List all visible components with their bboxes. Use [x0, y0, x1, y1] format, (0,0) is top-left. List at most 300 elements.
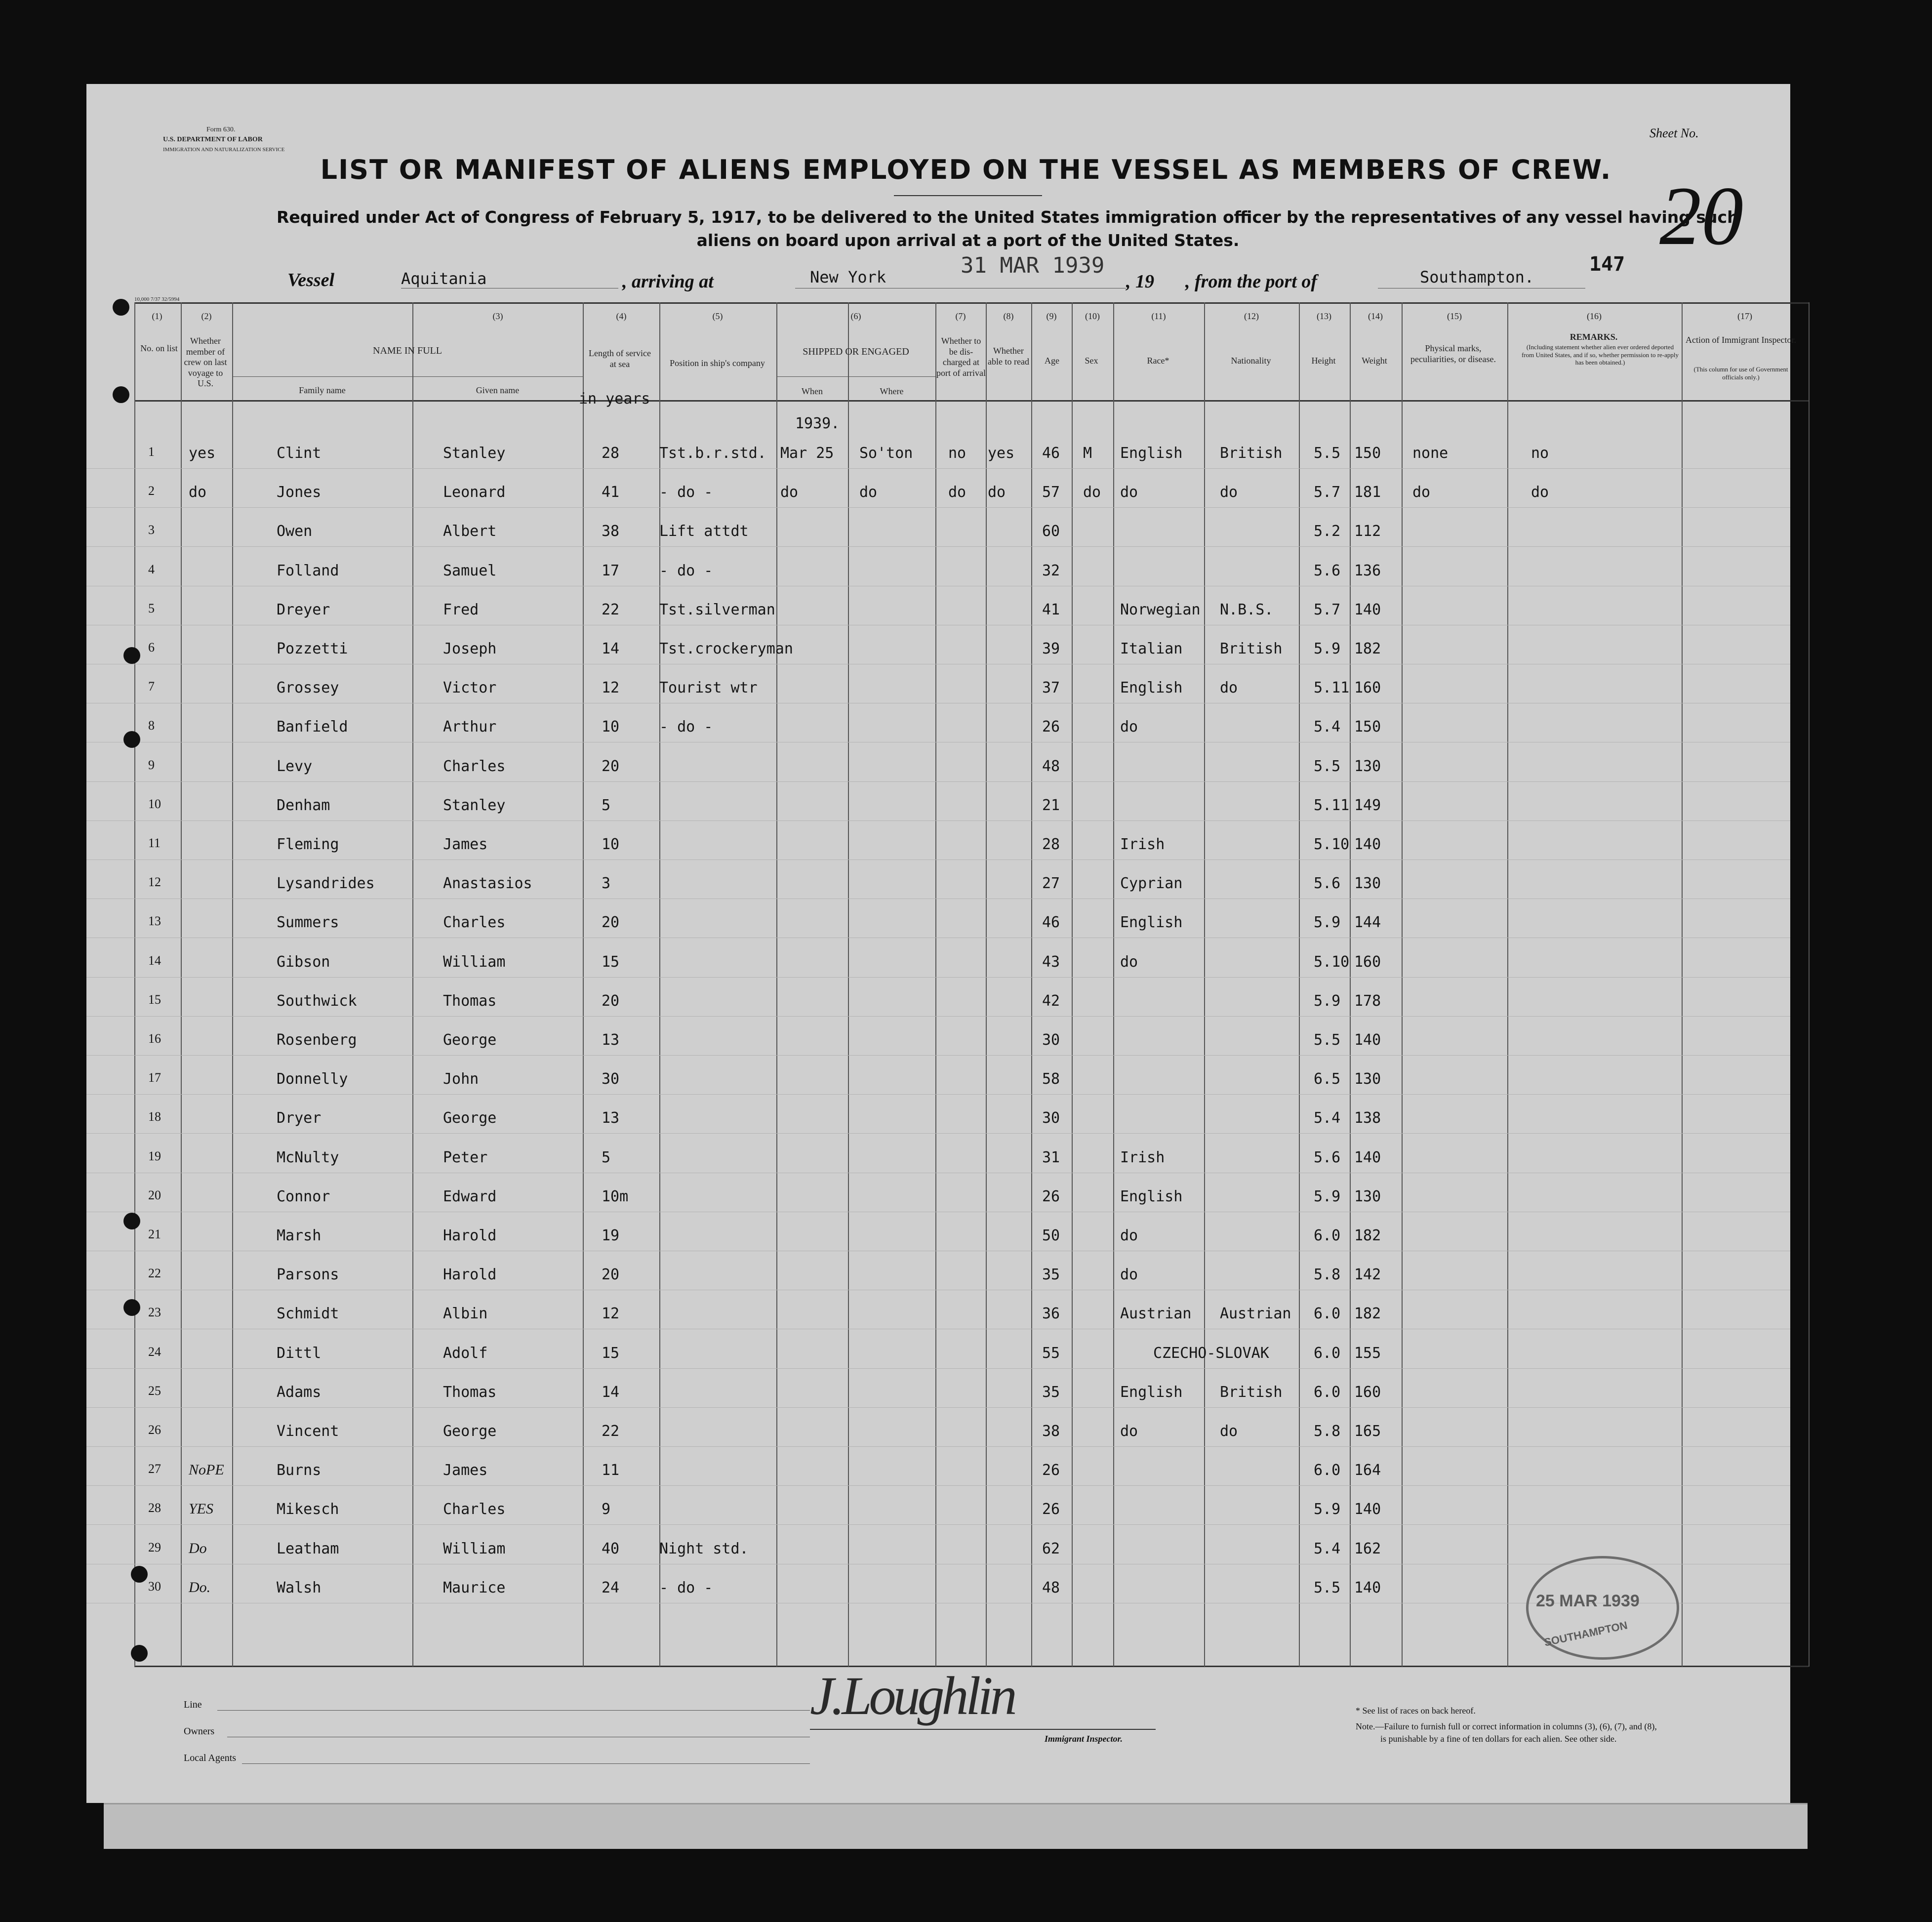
column-number: (8) — [1003, 311, 1014, 321]
length-of-service: 10 — [602, 718, 620, 736]
row-rule — [86, 977, 1790, 978]
title-rule — [894, 195, 1042, 196]
length-of-service: 38 — [602, 523, 620, 540]
height: 5.5 — [1314, 445, 1341, 462]
position-in-company: Tst.silverman — [659, 601, 775, 618]
weight: 140 — [1354, 1149, 1381, 1166]
weight: 130 — [1354, 1070, 1381, 1088]
row-rule — [86, 1094, 1790, 1095]
column-number: (3) — [492, 311, 503, 321]
given-name: Peter — [443, 1149, 488, 1166]
row-number: 25 — [148, 1384, 161, 1398]
family-name: Vincent — [277, 1423, 339, 1440]
race: do — [1120, 1423, 1138, 1440]
weight: 165 — [1354, 1423, 1381, 1440]
given-name: William — [443, 953, 506, 971]
sex: M — [1083, 445, 1092, 462]
length-of-service: 3 — [602, 875, 611, 892]
remarks: no — [1531, 445, 1549, 462]
row-rule — [86, 546, 1790, 547]
nationality: do — [1220, 679, 1238, 696]
family-name: Pozzetti — [277, 640, 348, 657]
row-rule — [86, 859, 1790, 860]
weight: 149 — [1354, 797, 1381, 814]
row-number: 23 — [148, 1305, 161, 1319]
footer-agents-label: Local Agents — [184, 1753, 237, 1763]
height: 5.2 — [1314, 523, 1341, 540]
length-of-service: 17 — [602, 562, 620, 579]
able-to-read: yes — [988, 445, 1015, 462]
row-rule — [86, 1446, 1790, 1447]
row-number: 19 — [148, 1149, 161, 1163]
given-name: Stanley — [443, 445, 506, 462]
race: do — [1120, 484, 1138, 501]
age: 58 — [1042, 1070, 1060, 1088]
given-name: Albin — [443, 1305, 488, 1322]
family-name: Jones — [277, 484, 322, 501]
row-number: 1 — [148, 445, 155, 459]
race: do — [1120, 953, 1138, 971]
given-name: William — [443, 1540, 506, 1557]
member-last-voyage: Do — [189, 1540, 207, 1556]
row-number: 2 — [148, 484, 155, 498]
length-of-service: 5 — [602, 797, 611, 814]
given-name: Stanley — [443, 797, 506, 814]
family-name: Clint — [277, 445, 322, 462]
given-name: Edward — [443, 1188, 497, 1205]
age: 21 — [1042, 797, 1060, 814]
family-name: Gibson — [277, 953, 330, 971]
page-title: LIST OR MANIFEST OF ALIENS EMPLOYED ON THE VESSEL AS MEMBERS OF CREW. — [320, 154, 1612, 185]
weight: 140 — [1354, 1579, 1381, 1596]
height: 5.10 — [1314, 836, 1350, 853]
vessel-label: Vessel — [287, 270, 334, 290]
length-of-service: 14 — [602, 640, 620, 657]
height: 6.5 — [1314, 1070, 1341, 1088]
length-of-service: 22 — [602, 1423, 620, 1440]
weight: 140 — [1354, 836, 1381, 853]
weight: 130 — [1354, 1188, 1381, 1205]
given-name: Maurice — [443, 1579, 506, 1596]
punch-hole — [123, 731, 140, 748]
given-name: Adolf — [443, 1345, 488, 1362]
footer-line-label: Line — [184, 1699, 202, 1710]
header-weight: Weight — [1362, 356, 1387, 366]
vessel-name: Aquitania — [401, 269, 487, 288]
age: 43 — [1042, 953, 1060, 971]
height: 5.4 — [1314, 1109, 1341, 1127]
row-number: 26 — [148, 1423, 161, 1437]
header-height: Height — [1311, 356, 1336, 366]
punch-hole — [131, 1566, 148, 1583]
height: 5.4 — [1314, 1540, 1341, 1557]
age: 26 — [1042, 1501, 1060, 1518]
age: 27 — [1042, 875, 1060, 892]
height: 5.8 — [1314, 1423, 1341, 1440]
position-in-company: Lift attdt — [659, 523, 749, 540]
height: 6.0 — [1314, 1305, 1341, 1322]
race: Norwegian — [1120, 601, 1201, 618]
weight: 130 — [1354, 758, 1381, 775]
given-name: Albert — [443, 523, 497, 540]
header-remarks-note: (Including statement whether alien ever ordered deported from United States, and if so, whether permission to re-apply has been obtained.) — [1521, 343, 1679, 367]
row-number: 16 — [148, 1031, 161, 1046]
column-number: (9) — [1046, 311, 1057, 321]
header-member-last-voyage: Whether member of crew on last voyage to U.S. — [184, 336, 227, 389]
height: 5.10 — [1314, 953, 1350, 971]
family-name: Parsons — [277, 1266, 339, 1283]
height: 5.6 — [1314, 1149, 1341, 1166]
member-last-voyage: YES — [189, 1501, 214, 1517]
weight: 160 — [1354, 953, 1381, 971]
family-name: Burns — [277, 1462, 322, 1479]
fine-note: Note.—Failure to furnish full or correct information in columns (3), (6), (7), and (8), — [1356, 1721, 1657, 1731]
to-be-discharged: no — [948, 445, 966, 462]
row-rule — [86, 507, 1790, 508]
shipped-when: Mar 25 — [780, 445, 834, 462]
form-number: Form 630. — [206, 126, 236, 133]
position-in-company: Tourist wtr — [659, 679, 758, 696]
length-of-service: 12 — [602, 679, 620, 696]
punch-hole — [123, 1213, 140, 1229]
age: 37 — [1042, 679, 1060, 696]
length-of-service: 20 — [602, 992, 620, 1010]
member-last-voyage: Do. — [189, 1579, 211, 1595]
punch-hole — [113, 299, 129, 316]
race: Cyprian — [1120, 875, 1183, 892]
age: 32 — [1042, 562, 1060, 579]
given-name: Harold — [443, 1266, 497, 1283]
weight: 178 — [1354, 992, 1381, 1010]
race: do — [1120, 1266, 1138, 1283]
given-name: James — [443, 836, 488, 853]
height: 5.9 — [1314, 914, 1341, 931]
sheet-label: Sheet No. — [1650, 126, 1699, 140]
member-last-voyage: do — [189, 484, 207, 501]
given-name: Thomas — [443, 992, 497, 1010]
height: 5.6 — [1314, 875, 1341, 892]
age: 55 — [1042, 1345, 1060, 1362]
race: do — [1120, 1227, 1138, 1244]
given-name: George — [443, 1031, 497, 1049]
family-name: Dittl — [277, 1345, 322, 1362]
age: 35 — [1042, 1266, 1060, 1283]
races-note: * See list of races on back hereof. — [1356, 1706, 1476, 1716]
header-given-name: Given name — [476, 385, 520, 395]
row-rule — [86, 1055, 1790, 1056]
height: 5.9 — [1314, 1188, 1341, 1205]
weight: 138 — [1354, 1109, 1381, 1127]
shipped-year: 1939. — [795, 415, 840, 432]
header-action-inspector: Action of Immigrant Inspector. — [1686, 335, 1796, 345]
height: 5.9 — [1314, 640, 1341, 657]
row-number: 18 — [148, 1109, 161, 1124]
header-discharged: Whether to be dis-charged at port of arrival — [936, 336, 986, 378]
position-in-company: Tst.crockeryman — [659, 640, 793, 657]
weight: 182 — [1354, 1305, 1381, 1322]
table-top-rule — [134, 302, 1809, 304]
age: 30 — [1042, 1109, 1060, 1127]
row-number: 14 — [148, 953, 161, 968]
header-where: Where — [880, 386, 904, 396]
family-name: Banfield — [277, 718, 348, 736]
length-of-service: 22 — [602, 601, 620, 618]
row-number: 20 — [148, 1188, 161, 1202]
length-of-service: 5 — [602, 1149, 611, 1166]
given-name: Charles — [443, 1501, 506, 1518]
length-of-service: 14 — [602, 1384, 620, 1401]
column-number: (4) — [616, 311, 627, 321]
shipped-when: do — [780, 484, 799, 501]
to-be-discharged: do — [948, 484, 966, 501]
family-name: Summers — [277, 914, 339, 931]
race: English — [1120, 1384, 1183, 1401]
length-of-service: 40 — [602, 1540, 620, 1557]
given-name: John — [443, 1070, 479, 1088]
print-code: 10,000 7/37 32/5994 — [134, 296, 180, 302]
given-name: Charles — [443, 758, 506, 775]
row-number: 12 — [148, 875, 161, 889]
able-to-read: do — [988, 484, 1006, 501]
family-name: Schmidt — [277, 1305, 339, 1322]
row-number: 13 — [148, 914, 161, 928]
weight: 140 — [1354, 1501, 1381, 1518]
age: 48 — [1042, 758, 1060, 775]
height: 6.0 — [1314, 1227, 1341, 1244]
header-when: When — [802, 386, 823, 396]
age: 30 — [1042, 1031, 1060, 1049]
column-number: (12) — [1244, 311, 1259, 321]
row-number: 22 — [148, 1266, 161, 1280]
row-rule — [86, 1407, 1790, 1408]
height: 5.11 — [1314, 679, 1350, 696]
age: 38 — [1042, 1423, 1060, 1440]
given-name: Leonard — [443, 484, 506, 501]
weight: 182 — [1354, 640, 1381, 657]
height: 5.5 — [1314, 758, 1341, 775]
punch-hole — [123, 647, 140, 664]
department-name: U.S. DEPARTMENT OF LABOR — [163, 136, 263, 143]
given-name: Samuel — [443, 562, 497, 579]
column-number: (17) — [1737, 311, 1752, 321]
name-subheader-rule — [232, 376, 583, 377]
row-rule — [86, 1524, 1790, 1525]
age: 46 — [1042, 914, 1060, 931]
given-name: Charles — [443, 914, 506, 931]
weight: 162 — [1354, 1540, 1381, 1557]
nationality: do — [1220, 1423, 1238, 1440]
race: English — [1120, 914, 1183, 931]
weight: 140 — [1354, 601, 1381, 618]
age: 28 — [1042, 836, 1060, 853]
nationality: N.B.S. — [1220, 601, 1274, 618]
age: 41 — [1042, 601, 1060, 618]
length-of-service: 12 — [602, 1305, 620, 1322]
column-number: (10) — [1085, 311, 1100, 321]
header-nationality: Nationality — [1231, 356, 1271, 366]
punch-hole — [131, 1645, 148, 1662]
inspector-signature: J.Loughlin — [810, 1666, 1014, 1726]
age: 35 — [1042, 1384, 1060, 1401]
weight: 164 — [1354, 1462, 1381, 1479]
length-of-service: 24 — [602, 1579, 620, 1596]
physical-marks: do — [1412, 484, 1431, 501]
weight: 160 — [1354, 679, 1381, 696]
given-name: Arthur — [443, 718, 497, 736]
page-number: 147 — [1589, 253, 1625, 276]
race: Italian — [1120, 640, 1183, 657]
header-sex: Sex — [1085, 356, 1098, 366]
row-number: 11 — [148, 836, 161, 850]
family-name: Levy — [277, 758, 313, 775]
column-number: (2) — [201, 311, 212, 321]
height: 5.7 — [1314, 601, 1341, 618]
height: 5.4 — [1314, 718, 1341, 736]
race: English — [1120, 445, 1183, 462]
row-number: 5 — [148, 601, 155, 615]
weight: 155 — [1354, 1345, 1381, 1362]
length-of-service: 11 — [602, 1462, 620, 1479]
row-rule — [86, 820, 1790, 821]
arriving-label: , arriving at — [622, 271, 714, 292]
stamp-date: 25 MAR 1939 — [1536, 1592, 1640, 1610]
sheet-number: 20 — [1659, 169, 1743, 262]
family-name: Adams — [277, 1384, 322, 1401]
row-number: 21 — [148, 1227, 161, 1241]
year-label: , 19 — [1126, 271, 1154, 292]
height: 5.6 — [1314, 562, 1341, 579]
height: 5.11 — [1314, 797, 1350, 814]
header-position: Position in ship's company — [670, 358, 765, 368]
position-in-company: Night std. — [659, 1540, 749, 1557]
weight: 150 — [1354, 445, 1381, 462]
column-number: (5) — [712, 311, 723, 321]
weight: 182 — [1354, 1227, 1381, 1244]
sex: do — [1083, 484, 1101, 501]
row-number: 15 — [148, 992, 161, 1007]
age: 36 — [1042, 1305, 1060, 1322]
column-number: (14) — [1368, 311, 1383, 321]
shipped-where: So'ton — [859, 445, 913, 462]
height: 6.0 — [1314, 1462, 1341, 1479]
header-family-name: Family name — [299, 385, 346, 395]
family-name: Dryer — [277, 1109, 322, 1127]
age: 42 — [1042, 992, 1060, 1010]
family-name: McNulty — [277, 1149, 339, 1166]
column-number: (6) — [850, 311, 861, 321]
weight: 144 — [1354, 914, 1381, 931]
family-name: Mikesch — [277, 1501, 339, 1518]
age: 57 — [1042, 484, 1060, 501]
weight: 181 — [1354, 484, 1381, 501]
age: 46 — [1042, 445, 1060, 462]
member-last-voyage: NoPE — [189, 1462, 224, 1478]
nationality: Austrian — [1220, 1305, 1291, 1322]
row-number: 6 — [148, 640, 155, 654]
header-remarks: REMARKS. — [1570, 332, 1618, 342]
length-of-service: 28 — [602, 445, 620, 462]
weight: 130 — [1354, 875, 1381, 892]
family-name: Southwick — [277, 992, 357, 1010]
weight: 112 — [1354, 523, 1381, 540]
age: 62 — [1042, 1540, 1060, 1557]
family-name: Walsh — [277, 1579, 322, 1596]
nationality: British — [1220, 1384, 1283, 1401]
age: 48 — [1042, 1579, 1060, 1596]
underlying-page-edge — [104, 1803, 1808, 1849]
row-number: 8 — [148, 718, 155, 733]
race: Irish — [1120, 1149, 1165, 1166]
given-name: Fred — [443, 601, 479, 618]
age: 26 — [1042, 1462, 1060, 1479]
row-number: 27 — [148, 1462, 161, 1476]
header-action-note: (This column for use of Government officials only.) — [1693, 366, 1788, 381]
family-name: Marsh — [277, 1227, 322, 1244]
punch-hole — [123, 1299, 140, 1316]
family-name: Dreyer — [277, 601, 330, 618]
row-rule — [86, 1368, 1790, 1369]
race: do — [1120, 718, 1138, 736]
punch-hole — [113, 386, 129, 403]
length-of-service: 20 — [602, 914, 620, 931]
row-number: 7 — [148, 679, 155, 694]
length-of-service: 15 — [602, 953, 620, 971]
race: English — [1120, 679, 1183, 696]
given-name: Victor — [443, 679, 497, 696]
row-rule — [86, 1016, 1790, 1017]
height: 6.0 — [1314, 1384, 1341, 1401]
row-number: 24 — [148, 1345, 161, 1359]
column-number: (15) — [1447, 311, 1462, 321]
subtitle-line2: aliens on board upon arrival at a port of the United States. — [696, 231, 1240, 250]
row-number: 3 — [148, 523, 155, 537]
family-name: Denham — [277, 797, 330, 814]
column-number: (1) — [152, 311, 162, 321]
length-of-service: 19 — [602, 1227, 620, 1244]
header-age: Age — [1045, 356, 1059, 366]
position-in-company: - do - — [659, 1579, 713, 1596]
family-name: Lysandrides — [277, 875, 375, 892]
weight: 140 — [1354, 1031, 1381, 1049]
row-number: 10 — [148, 797, 161, 811]
family-name: Rosenberg — [277, 1031, 357, 1049]
from-port-label: , from the port of — [1185, 271, 1318, 292]
row-rule — [86, 468, 1790, 469]
height: 5.9 — [1314, 992, 1341, 1010]
column-number: (13) — [1317, 311, 1331, 321]
header-length-service: Length of service at sea — [589, 348, 651, 369]
shipped-subheader-rule — [776, 376, 935, 377]
header-no-on-list: No. on list — [140, 343, 178, 353]
length-of-service: 15 — [602, 1345, 620, 1362]
race: Irish — [1120, 836, 1165, 853]
family-name: Donnelly — [277, 1070, 348, 1088]
height: 5.9 — [1314, 1501, 1341, 1518]
header-race: Race* — [1147, 356, 1169, 366]
column-rule — [1809, 302, 1810, 1667]
age: 39 — [1042, 640, 1060, 657]
length-of-service: 13 — [602, 1031, 620, 1049]
stamp-place: SOUTHAMPTON — [1543, 1619, 1629, 1649]
header-able-read: Whether able to read — [988, 346, 1029, 367]
footer-line-rule — [217, 1710, 810, 1711]
header-name-in-full: NAME IN FULL — [373, 345, 442, 356]
header-shipped: SHIPPED OR ENGAGED — [803, 346, 909, 357]
row-number: 29 — [148, 1540, 161, 1554]
race: Austrian — [1120, 1305, 1192, 1322]
position-in-company: - do - — [659, 718, 713, 736]
age: 26 — [1042, 718, 1060, 736]
